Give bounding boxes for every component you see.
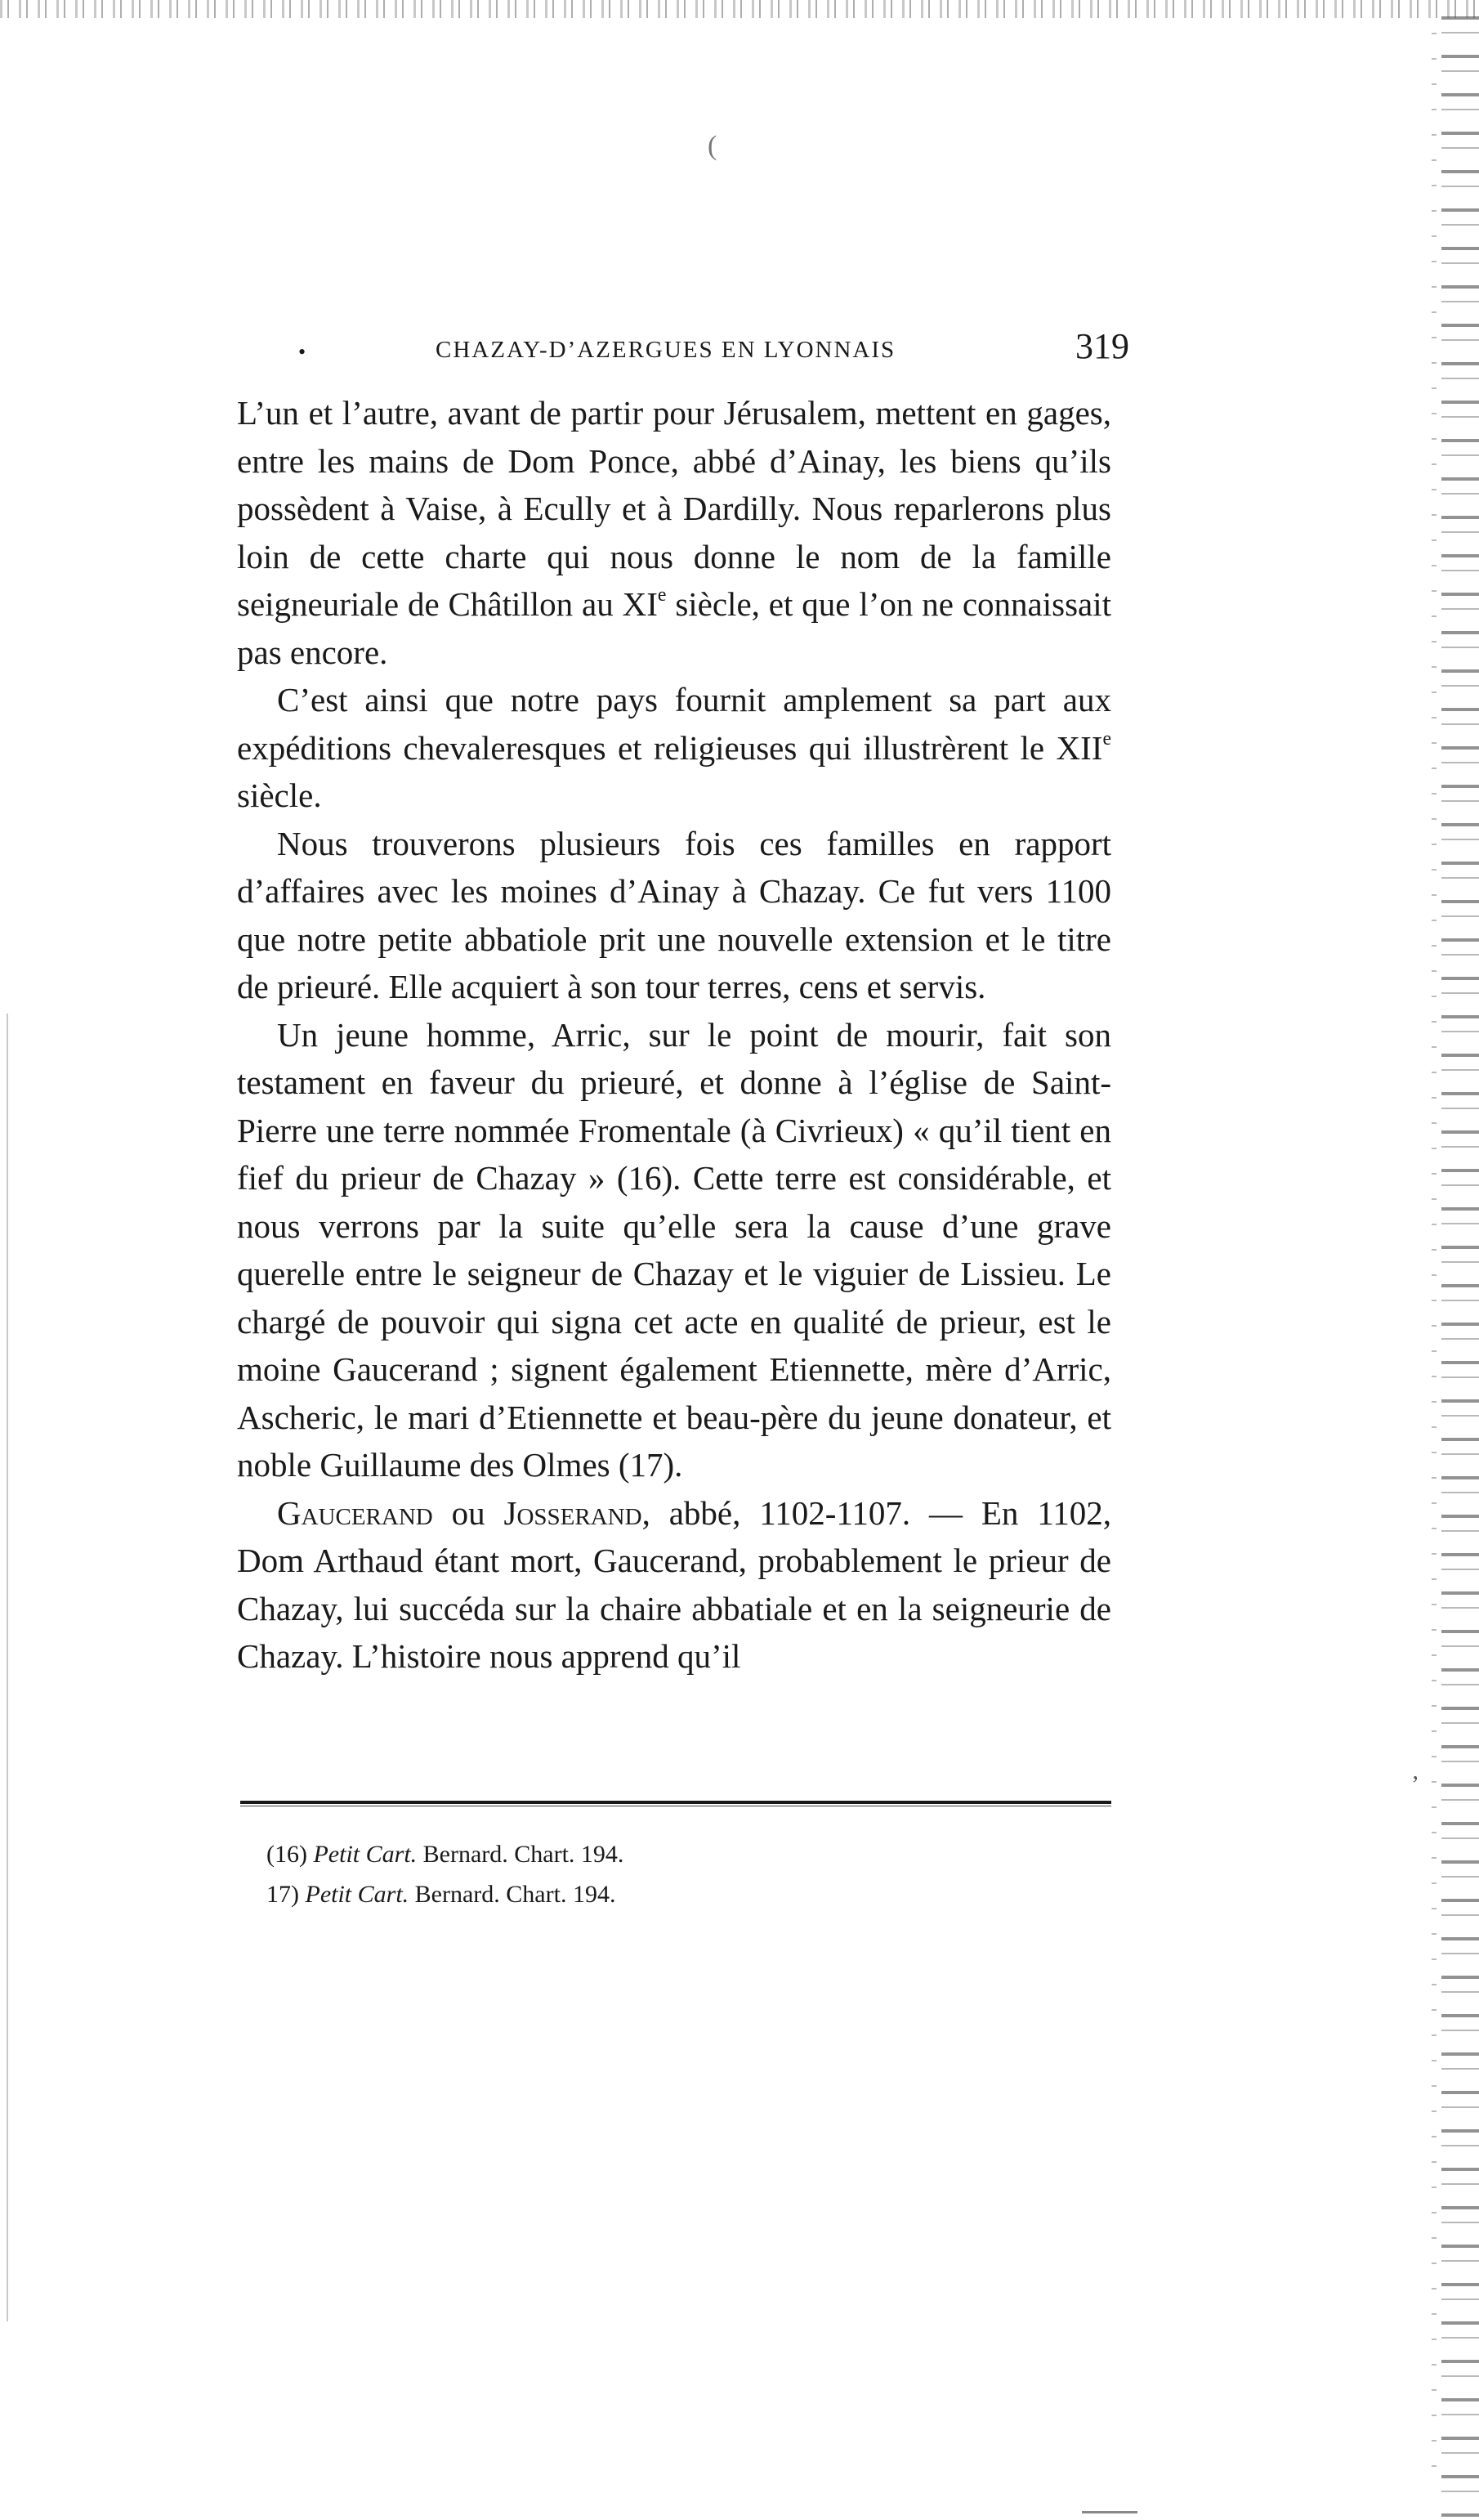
- paragraph-1-text: L’un et l’autre, avant de partir pour Jérusalem, mettent en gages, entre les mains de Dom Ponce, abbé d’Ainay, les biens qu’ils possèdent à Vaise, à Ecully et à Dardilly. Nous reparlerons plus loin de cette charte qui nous donne le nom de la famille seigneuriale de Châtillon au: [237, 394, 1111, 623]
- paragraph-2-text: C’est ainsi que notre pays fournit amplement sa part aux expéditions chevaleresques et religieuses qui illustrèrent le: [237, 681, 1111, 767]
- footnote-17: [266, 1874, 1116, 1914]
- running-title: CHAZAY-D’AZERGUES EN LYONNAIS: [436, 337, 896, 363]
- abbot-name-gaucerand: Gaucerand: [277, 1493, 433, 1532]
- footnote-number: 17): [266, 1881, 306, 1908]
- stray-mark-right: ‚: [1411, 1757, 1419, 1784]
- footnotes: [266, 1834, 1116, 1914]
- paragraph-2-end: siècle.: [237, 777, 322, 814]
- century-numeral: XII: [1056, 728, 1103, 767]
- paragraph-1-end: siècle, et que l’on ne connaissait pas encore.: [237, 585, 1112, 671]
- abbot-name-josserand: Josserand: [503, 1493, 642, 1532]
- century-superscript: e: [657, 584, 667, 607]
- scan-edge-right-inner: [1432, 33, 1437, 2485]
- footnote-number: (16): [266, 1841, 314, 1868]
- paragraph-5: [237, 1489, 1111, 1681]
- scan-edge-left: [7, 1014, 8, 2321]
- paragraph-4: Un jeune homme, Arric, sur le point de mourir, fait son testament en faveur du prieuré, et donne à l’église de Saint-Pierre une terre nommée Fromentale (à Civrieux) « qu’il tient en fief du prieur de Chazay » (16). Cette terre est considérable, et nous verrons par la suite qu’elle sera la cause d’une grave querelle entre le seigneur de Chazay et le viguier de Lissieu. Le chargé de pouvoir qui signa cet acte en qualité de prieur, est le moine Gaucerand ; signent également Etiennette, mère d’Arric, Ascheric, le mari d’Etiennette et beau-père du jeune donateur, et noble Guillaume des Olmes (17).: [237, 1015, 1111, 1484]
- footnote-source-rest: Bernard. Chart. 194.: [417, 1841, 624, 1868]
- body-text: [237, 389, 1111, 1681]
- footnote-separator: [240, 1801, 1111, 1804]
- paragraph-5-text: , abbé, 1102-1107. — En 1102, Dom Arthaud étant mort, Gaucerand, probablement le prieur de Chazay, lui succéda sur la chaire abbatiale et en la seigneurie de Chazay. L’histoire nous apprend qu’il: [237, 1493, 1112, 1675]
- footnote-source-rest: Bernard. Chart. 194.: [409, 1881, 616, 1908]
- page-header: [298, 325, 1132, 374]
- paragraph-3: Nous trouverons plusieurs fois ces familles en rapport d’affaires avec les moines d’Ainay à Chazay. Ce fut vers 1100 que notre petite abbatiole prit une nouvelle extension et le titre de prieuré. Elle acquiert à son tour terres, cens et servis.: [237, 824, 1111, 1005]
- paragraph-5-or: ou: [432, 1493, 504, 1532]
- header-bullet: •: [298, 340, 306, 364]
- century-numeral: XI: [622, 585, 658, 623]
- footnote-16: [266, 1834, 1116, 1874]
- footnote-source-title: Petit Cart.: [305, 1881, 409, 1908]
- paragraph-1: [237, 389, 1111, 676]
- paragraph-2: [237, 676, 1111, 820]
- page-number: 319: [1075, 326, 1129, 366]
- footnote-source-title: Petit Cart.: [313, 1841, 418, 1868]
- century-superscript: e: [1102, 727, 1111, 750]
- scan-edge-right: [1441, 16, 1479, 2520]
- stray-mark-top: (: [708, 131, 717, 161]
- scan-edge-top: [0, 0, 1479, 18]
- scan-mark-bottom: [1082, 2511, 1137, 2513]
